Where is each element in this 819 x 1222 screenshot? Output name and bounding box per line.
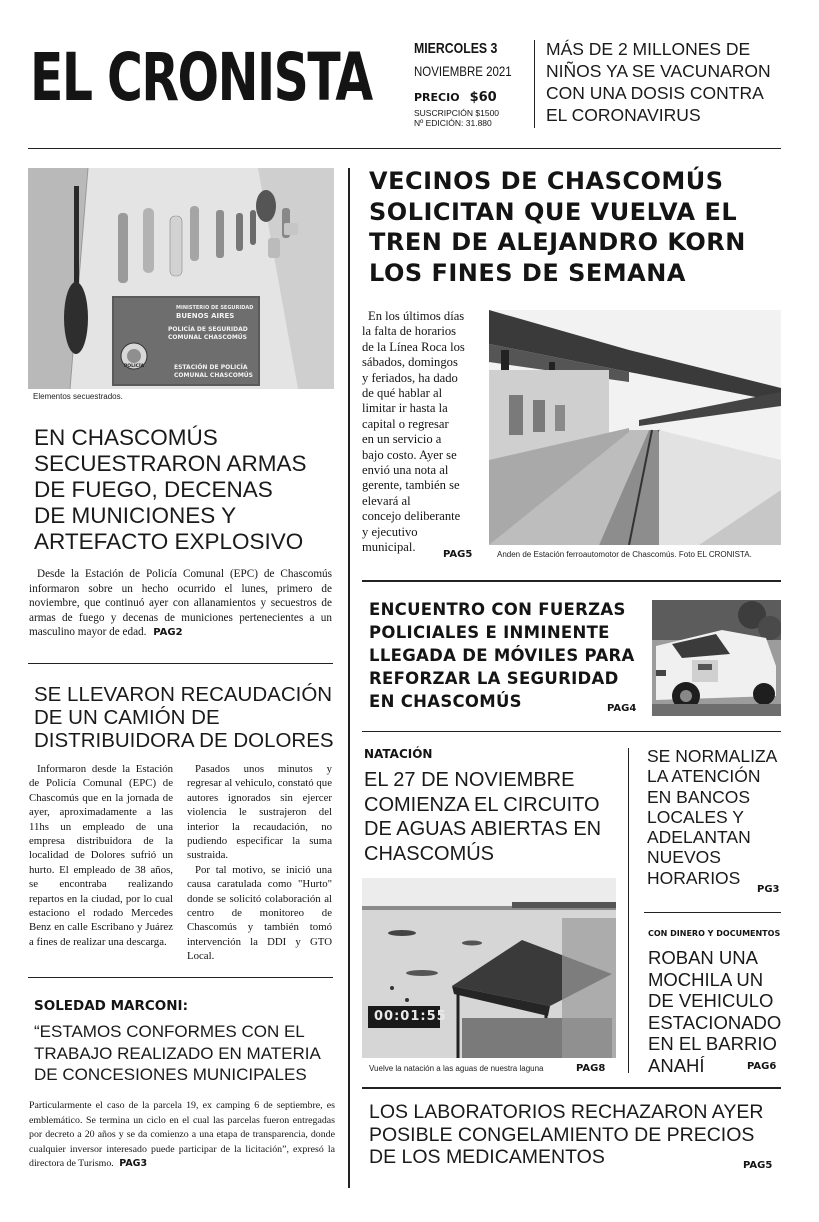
section-rule — [362, 1087, 781, 1089]
swimming-headline — [364, 768, 601, 866]
banks-headline-line: SE NORMALIZA — [647, 746, 778, 766]
top-headline-line: EL CORONAVIRUS — [546, 105, 701, 125]
marconi-page-ref: PAG3 — [119, 1158, 148, 1170]
backpack-headline-line: EN EL BARRIO — [648, 1033, 777, 1054]
police-page-ref: PAG4 — [607, 703, 637, 714]
train-body-line: sábados, domingos — [362, 355, 458, 370]
banks-headline-line: EN BANCOS — [647, 786, 751, 807]
weapons-headline — [34, 425, 307, 555]
section-rule — [28, 977, 333, 978]
train-body-line: en un servicio a — [362, 432, 442, 447]
backpack-headline-line: MOCHILA UN — [648, 968, 764, 990]
banks-headline-line: NUEVOS — [647, 847, 721, 868]
weapons-headline-line: DE FUEGO, DECENAS — [34, 477, 273, 502]
weapons-page-ref: PAG2 — [153, 627, 183, 639]
robbery-col1: Informaron desde la Estación de Policía Comunal (EPC) de Chascomús que en la jornada de ayer, aproximadamente a las 11hs un empleado de una empresa distribuidora de la localidad de Dolores sufrió un hurto. El empleado de 38 años, se encontraba realizando repartos en la ciudad, por lo cual estaciono el rodado Mercedes Benz en calle Escribano y Juárez a fines de realizar una descarga. — [29, 763, 173, 948]
sign-line: POLICÍA DE SEGURIDAD — [168, 326, 248, 333]
sign-line: COMUNAL CHASCOMÚS — [174, 372, 253, 379]
banks-headline-line: ADELANTAN — [647, 827, 751, 848]
swimming-headline-line: EL 27 DE NOVIEMBRE — [364, 769, 575, 791]
train-body-line: concejo deliberante — [362, 509, 461, 524]
train-headline-line: LOS FINES DE SEMANA — [369, 258, 686, 287]
marconi-headline-line: “ESTAMOS CONFORMES CON EL — [34, 1022, 305, 1041]
top-headline — [546, 38, 771, 126]
train-headline-line: TREN DE ALEJANDRO KORN — [369, 228, 746, 256]
train-body-line: de qué hablar al — [362, 386, 443, 401]
robbery-headline — [34, 683, 334, 752]
robbery-headline-line: SE LLEVARON RECAUDACIÓN — [34, 683, 333, 706]
labs-headline-line: POSIBLE CONGELAMIENTO DE PRECIOS — [369, 1123, 755, 1146]
date-day: MIERCOLES 3 — [414, 40, 498, 57]
backpack-headline-line: ANAHÍ — [648, 1054, 705, 1076]
weapons-body-text: Desde la Estación de Policía Comunal (EPC) de Chascomús informaron sobre un hecho ocurrido el lunes, primero de noviembre, que continuó ayer con allanamientos y secuestros de armas de fuego y decenas de municiones pertenecientes a un masculino mayor de edad. — [29, 568, 332, 639]
backpack-headline-line: ROBAN UNA — [648, 947, 758, 968]
police-headline-line: REFORZAR LA SEGURIDAD — [369, 669, 619, 688]
price-label: PRECIO — [414, 91, 460, 104]
robbery-headline-line: DE UN CAMIÓN DE — [34, 706, 220, 729]
masthead-title: EL CRONISTA — [30, 39, 372, 116]
train-body-line: y ejecutivo — [362, 524, 418, 539]
weapons-headline-line: ARTEFACTO EXPLOSIVO — [34, 529, 304, 554]
masthead-divider — [534, 40, 535, 128]
sign-line: BUENOS AIRES — [176, 312, 235, 320]
robbery-headline-line: DISTRIBUIDORA DE DOLORES — [34, 729, 334, 752]
marconi-headline — [34, 1021, 321, 1086]
column-divider — [628, 748, 629, 1073]
backpack-page-ref: PAG6 — [747, 1061, 777, 1072]
sign-line: COMUNAL CHASCOMÚS — [168, 334, 247, 341]
banks-headline-line: LA ATENCIÓN — [647, 766, 761, 787]
train-body — [362, 309, 484, 556]
train-body-line: En los últimos días — [368, 309, 465, 323]
price-value: $60 — [469, 90, 497, 105]
police-headline-line: EN CHASCOMÚS — [369, 692, 522, 711]
marconi-headline-line: TRABAJO REALIZADO EN MATERIA — [34, 1043, 321, 1063]
section-rule — [362, 580, 781, 582]
weapons-headline-line: DE MUNICIONES Y — [34, 503, 237, 528]
column-divider — [348, 168, 350, 1188]
price-block — [414, 88, 497, 106]
sign-line: MINISTERIO DE SEGURIDAD — [176, 305, 254, 311]
section-rule — [362, 731, 781, 732]
backpack-kicker: CON DINERO Y DOCUMENTOS — [648, 929, 781, 938]
weapons-body — [29, 567, 332, 641]
police-car-photo — [652, 600, 781, 716]
backpack-headline-line: ESTACIONADO — [648, 1011, 782, 1033]
marconi-body-text: Particularmente el caso de la parcela 19, ex camping 6 de septiembre, es emblemático. Se termina un ciclo en el cual las parcelas fueron entregadas por decreto a 20 años y se da comienzo a una etapa de transparencia, donde cualquier inversor interesado puede participar de la licitación”, expresó la directora de Turismo. — [29, 1100, 335, 1170]
robbery-col2-para: Pasados unos minutos y regresar al vehiculo, constató que autores ignorados sin ejercer violencia le sustrajeron del interior la recaudación, no pudiendo especificar la suma sustraida. — [187, 763, 332, 862]
train-body-line: envió una nota al — [362, 463, 449, 478]
robbery-col2 — [187, 762, 332, 964]
marconi-body — [29, 1099, 335, 1172]
police-headline-line: ENCUENTRO CON FUERZAS — [369, 600, 626, 619]
train-body-line: municipal. — [362, 540, 416, 555]
top-headline-line: NIÑOS YA SE VACUNARON — [546, 61, 771, 81]
swimming-photo — [362, 878, 616, 1058]
banks-headline-line: HORARIOS — [647, 867, 741, 888]
labs-page-ref: PAG5 — [743, 1160, 773, 1171]
top-headline-line: CON UNA DOSIS CONTRA — [546, 83, 764, 103]
train-body-line: elevará al — [362, 493, 411, 508]
section-rule — [644, 912, 781, 913]
labs-headline-line: LOS LABORATORIOS RECHAZARON AYER — [369, 1101, 764, 1123]
train-body-line: bajo costo. Ayer se — [362, 447, 457, 462]
train-body-line: y feriados, ha dado — [362, 370, 458, 385]
banks-headline-line: LOCALES Y — [647, 806, 744, 827]
weapons-headline-line: SECUESTRARON ARMAS — [34, 451, 307, 476]
labs-headline-line: DE LOS MEDICAMENTOS — [369, 1146, 605, 1168]
backpack-headline — [648, 947, 781, 1076]
banks-page-ref: PG3 — [757, 884, 780, 895]
banks-headline — [647, 746, 777, 888]
robbery-col2-para: Por tal motivo, se inició una causa caratulada como "Hurto" donde se solicitó colaboración al centro de monitoreo de Chascomús y también tomó intervención la DDI y GTO Local. — [187, 863, 332, 963]
weapons-headline-line: EN CHASCOMÚS — [34, 425, 218, 450]
train-page-ref: PAG5 — [443, 549, 473, 560]
train-headline-line: SOLICITAN QUE VUELVA EL — [369, 197, 738, 226]
edition-number: Nº EDICIÓN: 31.880 — [414, 118, 492, 128]
backpack-headline-line: DE VEHICULO — [648, 990, 774, 1011]
train-body-line: limitar ir hasta la — [362, 401, 448, 416]
train-headline-line: VECINOS DE CHASCOMÚS — [369, 167, 724, 195]
weapons-photo — [28, 168, 334, 389]
labs-headline — [369, 1101, 763, 1169]
swimming-caption: Vuelve la natación a las aguas de nuestra laguna — [369, 1064, 544, 1073]
top-headline-line: MÁS DE 2 MILLONES DE — [546, 39, 751, 59]
train-headline — [369, 166, 746, 288]
swimming-headline-line: DE AGUAS ABIERTAS EN — [364, 818, 602, 840]
train-photo-caption: Anden de Estación ferroautomotor de Chascomús. Foto EL CRONISTA. — [497, 550, 752, 559]
police-headline-line: POLICIALES E INMINENTE — [369, 623, 610, 642]
marconi-kicker: SOLEDAD MARCONI: — [34, 998, 188, 1014]
race-timer: 00:01:55 — [374, 1009, 447, 1024]
train-body-line: de la Línea Roca los — [362, 339, 465, 354]
police-headline-line: LLEGADA DE MÓVILES PARA — [369, 646, 635, 665]
train-body-line: gerente, también se — [362, 478, 460, 493]
swimming-kicker: NATACIÓN — [364, 747, 433, 761]
police-headline — [369, 598, 635, 713]
section-rule — [28, 663, 333, 664]
swimming-page-ref: PAG8 — [576, 1063, 606, 1074]
weapons-caption: Elementos secuestrados. — [33, 392, 123, 401]
train-station-photo — [489, 310, 781, 545]
sign-line: POLICÍA — [124, 364, 145, 369]
swimming-headline-line: CHASCOMÚS — [364, 842, 495, 865]
date-month: NOVIEMBRE 2021 — [414, 63, 512, 79]
swimming-headline-line: COMIENZA EL CIRCUITO — [364, 793, 600, 816]
train-body-line: la falta de horarios — [362, 324, 457, 339]
masthead-rule — [28, 148, 781, 149]
subscription-price: SUSCRIPCIÓN $1500 — [414, 108, 500, 118]
train-body-line: capital o regresar — [362, 416, 449, 431]
marconi-headline-line: DE CONCESIONES MUNICIPALES — [34, 1065, 307, 1084]
sign-line: ESTACIÓN DE POLICÍA — [174, 364, 248, 371]
